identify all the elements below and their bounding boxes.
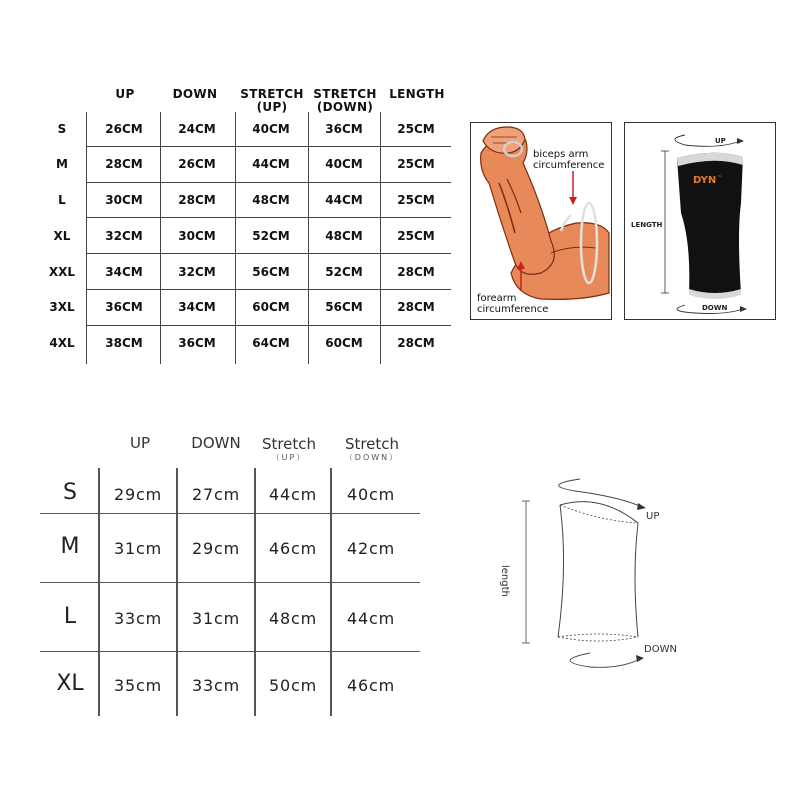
row-divider: [86, 289, 451, 290]
up-value: 26CM: [105, 122, 143, 136]
length-value: 25CM: [397, 229, 435, 243]
sleeve-down-label: DOWN: [702, 304, 728, 312]
stretch-up-value: 46cm: [269, 539, 317, 558]
length-value: 25CM: [397, 122, 435, 136]
brand-logo: DYN ™: [693, 175, 723, 186]
header-stretch-down: STRETCH (DOWN): [313, 87, 377, 114]
stretch-down-value: 44cm: [347, 609, 395, 628]
up-value: 33cm: [114, 609, 162, 628]
size-label: S: [63, 480, 77, 505]
row-divider: [40, 651, 420, 652]
header-up: UP: [129, 434, 151, 452]
column-divider: [330, 468, 332, 716]
down-value: 29cm: [192, 539, 240, 558]
up-value: 32CM: [105, 229, 143, 243]
stretch-down-value: 40CM: [325, 157, 363, 171]
header-up: UP: [115, 87, 135, 101]
stretch-down-value: 36CM: [325, 122, 363, 136]
stretch-down-value: 60CM: [325, 336, 363, 350]
length-value: 25CM: [397, 193, 435, 207]
column-divider: [176, 468, 178, 716]
up-value: 36CM: [105, 300, 143, 314]
size-label: L: [63, 604, 77, 629]
down-value: 34CM: [178, 300, 216, 314]
sleeve-measurement-figure: [624, 122, 776, 320]
size-label: 4XL: [49, 336, 75, 350]
stretch-down-value: 46cm: [347, 676, 395, 695]
down-value: 27cm: [192, 485, 240, 504]
stretch-up-value: 40CM: [252, 122, 290, 136]
stretch-up-value: 48CM: [252, 193, 290, 207]
row-divider: [40, 513, 420, 514]
down-value: 24CM: [178, 122, 216, 136]
row-divider: [86, 146, 451, 147]
size-label: 3XL: [49, 300, 75, 314]
stretch-down-value: 56CM: [325, 300, 363, 314]
column-divider: [160, 112, 161, 364]
sleeve-length-label: LENGTH: [631, 221, 663, 229]
stretch-down-value: 44CM: [325, 193, 363, 207]
stretch-down-value: 40cm: [347, 485, 395, 504]
arm-measurement-figure: [470, 122, 612, 320]
down-value: 30CM: [178, 229, 216, 243]
stretch-up-value: 56CM: [252, 265, 290, 279]
size-label: M: [60, 534, 80, 559]
stretch-down-value: 52CM: [325, 265, 363, 279]
down-value: 31cm: [192, 609, 240, 628]
row-divider: [86, 182, 451, 183]
up-value: 38CM: [105, 336, 143, 350]
header-down: DOWN: [172, 87, 218, 101]
biceps-label: biceps arm circumference: [533, 149, 605, 171]
column-divider: [308, 112, 309, 364]
header-down: DOWN: [191, 434, 241, 452]
forearm-label: forearm circumference: [477, 293, 549, 315]
size-label: L: [58, 193, 66, 207]
up-value: 30CM: [105, 193, 143, 207]
up-value: 35cm: [114, 676, 162, 695]
down-value: 32CM: [178, 265, 216, 279]
stretch-down-value: 42cm: [347, 539, 395, 558]
diagram-down-label: DOWN: [644, 644, 677, 655]
up-value: 29cm: [114, 485, 162, 504]
header-stretch-down: Stretch: [344, 435, 400, 453]
length-value: 25CM: [397, 157, 435, 171]
row-divider: [86, 325, 451, 326]
row-divider: [40, 582, 420, 583]
size-label: XL: [56, 671, 84, 696]
length-value: 28CM: [397, 265, 435, 279]
size-label: XL: [53, 229, 71, 243]
down-value: 28CM: [178, 193, 216, 207]
header-length: LENGTH: [389, 87, 445, 101]
header-stretch-up: STRETCH (UP): [240, 87, 304, 114]
stretch-up-value: 52CM: [252, 229, 290, 243]
length-value: 28CM: [397, 336, 435, 350]
header-stretch-down-sub: （DOWN）: [344, 453, 400, 462]
up-value: 34CM: [105, 265, 143, 279]
size-chart-table-1: [0, 0, 460, 370]
size-chart-table-2: [0, 420, 430, 740]
column-divider: [380, 112, 381, 364]
down-value: 26CM: [178, 157, 216, 171]
column-divider: [254, 468, 256, 716]
size-label: S: [57, 122, 67, 136]
column-divider: [235, 112, 236, 364]
stretch-up-value: 50cm: [269, 676, 317, 695]
sleeve-up-label: UP: [715, 137, 726, 145]
header-stretch-up: Stretch: [261, 435, 317, 453]
stretch-up-value: 44CM: [252, 157, 290, 171]
down-value: 33cm: [192, 676, 240, 695]
stretch-up-value: 48cm: [269, 609, 317, 628]
row-divider: [86, 253, 451, 254]
stretch-up-value: 44cm: [269, 485, 317, 504]
down-value: 36CM: [178, 336, 216, 350]
header-stretch-up-sub: （UP）: [271, 453, 307, 462]
stretch-up-value: 64CM: [252, 336, 290, 350]
stretch-down-value: 48CM: [325, 229, 363, 243]
row-divider: [86, 217, 451, 218]
length-value: 28CM: [397, 300, 435, 314]
diagram-length-label: length: [499, 565, 510, 597]
sleeve-line-diagram: [500, 465, 700, 675]
size-label: XXL: [48, 265, 76, 279]
stretch-up-value: 60CM: [252, 300, 290, 314]
diagram-up-label: UP: [646, 511, 660, 522]
size-label: M: [56, 157, 68, 171]
up-value: 31cm: [114, 539, 162, 558]
up-value: 28CM: [105, 157, 143, 171]
